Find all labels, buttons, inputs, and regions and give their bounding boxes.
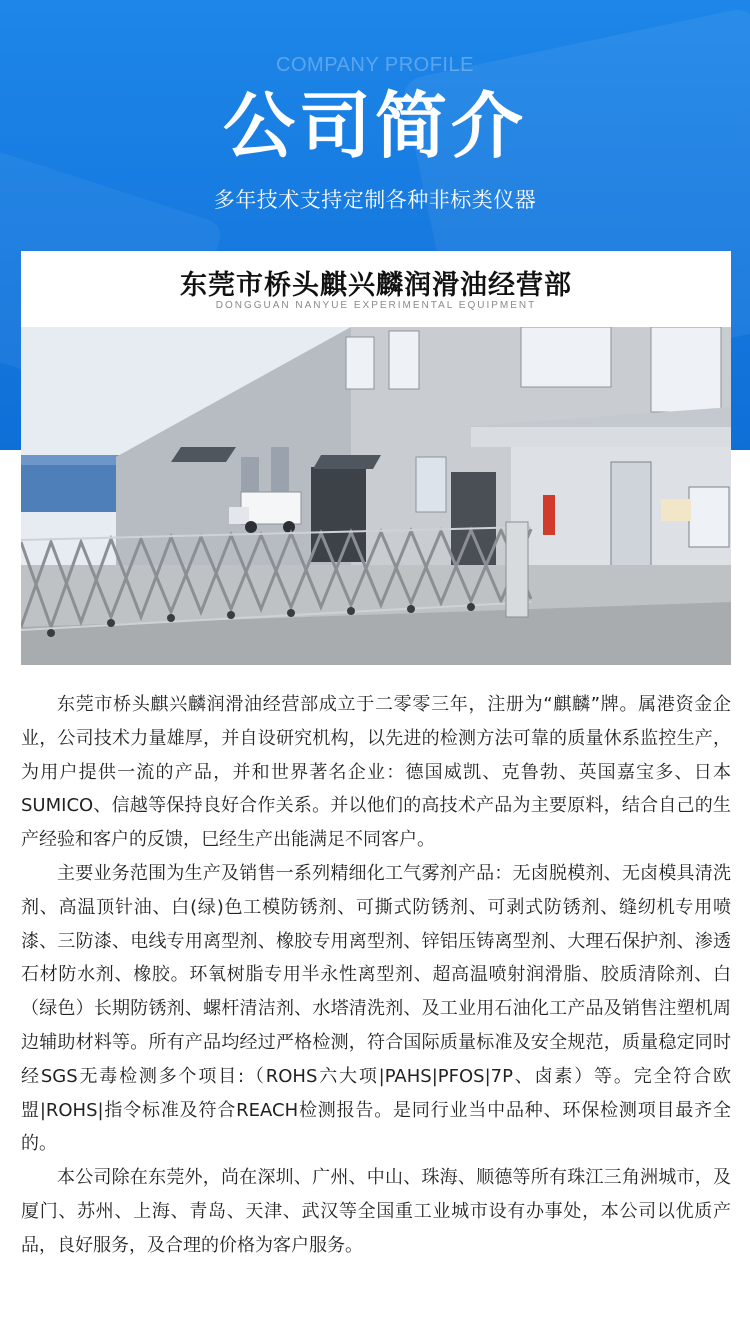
description-paragraph-1: 东莞市桥头麒兴麟润滑油经营部成立于二零零三年，注册为“麒麟”牌。属港资金企业，公司技术力量雄厚，并自设研究机构，以先进的检测方法可靠的质量休系监控生产，为用户提供一流的产品，并和世界著名企业：德国威凯、克鲁勃、英国嘉宝多、日本SUMICO、信越等保持良好合作关系。并以他们的高技术产品为主要原料，结合自己的生产经验和客户的反馈，巳经生产出能满足不同客户。 <box>21 694 731 851</box>
factory-illustration <box>21 327 731 665</box>
hero-subtitle: 多年技术支持定制各种非标类仪器 <box>213 188 537 212</box>
page-title: 公司简介 <box>222 84 527 168</box>
company-en-name: DONGGUAN NANYUE EXPERIMENTAL EQUIPMENT <box>215 300 537 311</box>
hero-en-label: COMPANY PROFILE <box>276 54 474 76</box>
company-description <box>21 688 731 1263</box>
description-paragraph-2: 主要业务范围为生产及销售一系列精细化工气雾剂产品：无卤脱模剂、无卤模具清洗剂、高温顶针油、白(绿)色工模防锈剂、可撕式防锈剂、可剥式防锈剂、缝纫机专用喷漆、三防漆、电线专用离型剂、橡胶专用离型剂、锌铝压铸离型剂、大理石保护剂、渗透石材防水剂、橡胶。环氧树脂专用半永性离型剂、超高温喷射润滑脂、胶质清除剂、白（绿色）长期防锈剂、螺杆清洁剂、水塔清洗剂、及工业用石油化工产品及销售注塑机周边辅助材料等。所有产品均经过严格检测，符合国际质量标准及安全规范，质量稳定同时经SGS无毒检测多个项目:（ROHS六大项|PAHS|PFOS|7P、卤素）等。完全符合欧盟|ROHS|指令标准及符合REACH检测报告。是同行业当中品种、环保检测项目最齐全的。 <box>21 862 731 1155</box>
company-name-card <box>21 251 731 327</box>
description-paragraph-3: 本公司除在东莞外，尚在深圳、广州、中山、珠海、顺德等所有珠江三角洲城市，及厦门、苏州、上海、青岛、天津、武汉等全国重工业城市设有办事处，本公司以优质产品，良好服务，及合理的价格为客户服务。 <box>21 1167 731 1256</box>
company-name: 东莞市桥头麒兴麟润滑油经营部 <box>180 270 572 301</box>
factory-photo <box>21 327 731 665</box>
